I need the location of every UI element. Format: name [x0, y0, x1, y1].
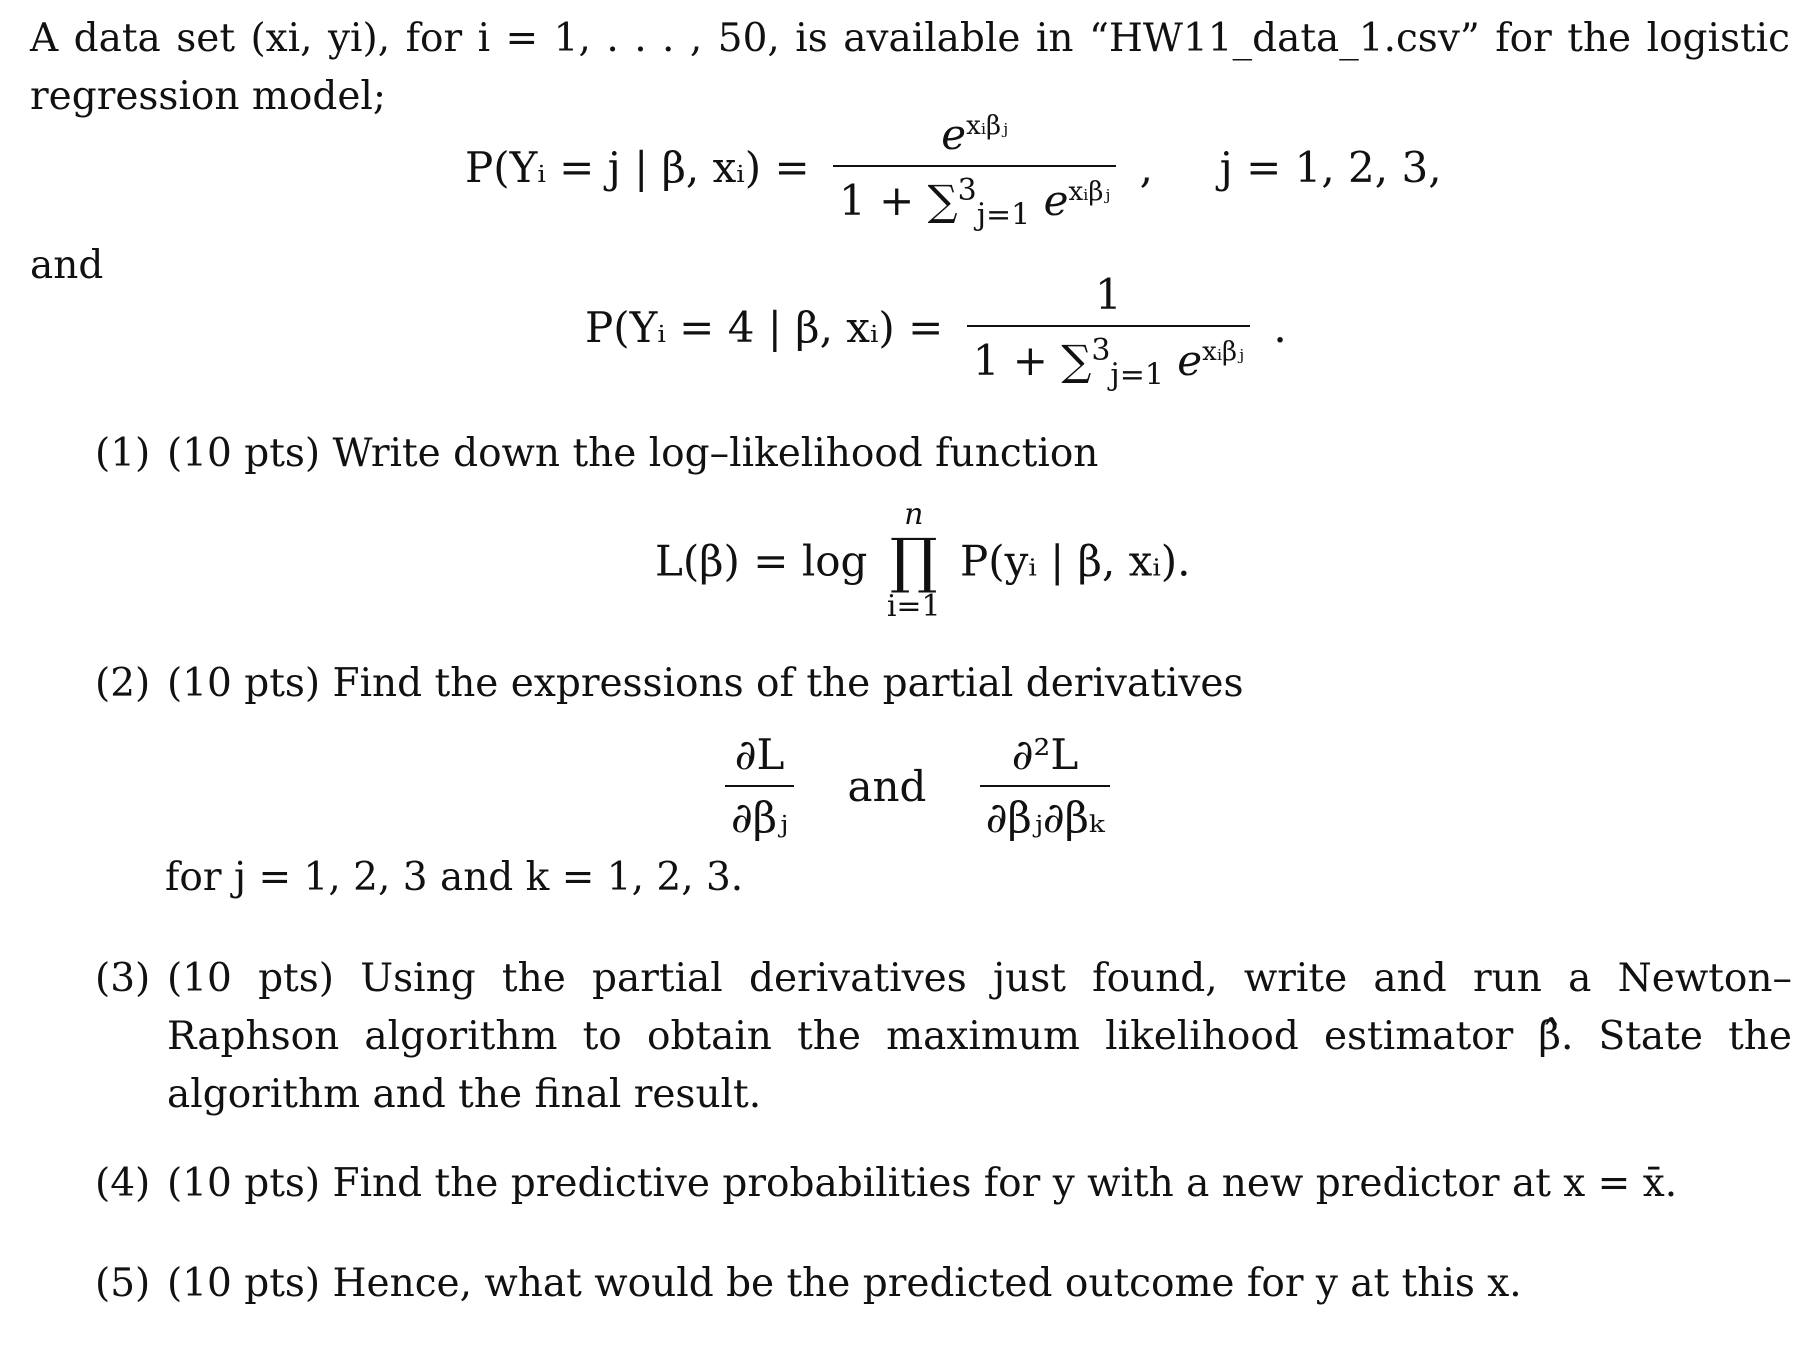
question-3-number: (3) — [95, 956, 151, 1001]
equation-log-likelihood — [655, 497, 1191, 624]
first-derivative-denominator: ∂βⱼ — [731, 793, 789, 842]
question-2-text: (10 pts) Find the expressions of the partial derivatives — [167, 661, 1244, 706]
first-derivative-numerator: ∂L — [734, 730, 785, 779]
question-1-text: (10 pts) Write down the log–likelihood function — [167, 431, 1099, 476]
index-range-line: for j = 1, 2, 3 and k = 1, 2, 3. — [165, 855, 744, 900]
eq2-tail: . — [1273, 303, 1287, 353]
equation-baseline-probability — [585, 270, 1287, 392]
question-2-number: (2) — [95, 661, 151, 706]
eq3-lhs: L(β) = log — [655, 536, 868, 586]
question-5-number: (5) — [95, 1261, 151, 1306]
second-derivative — [980, 730, 1110, 842]
intro-part2: , for i = 1, . . . , 50, is available in “HW11_data_1.csv” for the logistic regression — [39, 1320, 81, 1321]
intro-part1: A data set (x — [30, 1320, 37, 1321]
and-connector: and — [30, 243, 104, 288]
eq1-tail: , j = 1, 2, 3, — [1139, 143, 1442, 193]
second-derivative-denominator: ∂βⱼ∂βₖ — [985, 793, 1105, 842]
question-1-number: (1) — [95, 431, 151, 476]
question-4-number: (4) — [95, 1161, 151, 1206]
eq1-lhs: P(Yᵢ = j | β, xᵢ) = — [465, 143, 810, 193]
eq2-fraction — [967, 270, 1250, 392]
eq2-denominator: 1 + ∑$^3_{j=1}$ $e^{xᵢ\beta ⱼ}$ — [972, 333, 1244, 393]
intro-line2: model; — [80, 1320, 85, 1321]
question-5-text: (10 pts) Hence, what would be the predicted outcome for y at this x. — [167, 1261, 1522, 1306]
equation-category-probability — [465, 110, 1442, 232]
intro-fragments — [30, 1320, 84, 1321]
question-3-text: (10 pts) Using the partial derivatives just found, write and run a Newton–Raphson algorithm to obtain the maximum likelihood estimator β̂. State the algorithm and the final result. — [167, 956, 1792, 1117]
intro-paragraph: A data set (xi, yi), for i = 1, . . . , 50, is available in “HW11_data_1.csv” for the logistic regression model; — [30, 16, 1790, 119]
derivatives-and: and — [847, 761, 927, 811]
eq2-numerator: 1 — [1094, 270, 1122, 319]
question-4-text: (10 pts) Find the predictive probabilities for y with a new predictor at x = x̄. — [167, 1161, 1678, 1206]
equation-partial-derivatives — [715, 730, 1120, 842]
eq1-numerator: $e^{xᵢ\beta ⱼ}$ — [941, 110, 1008, 159]
second-derivative-numerator: ∂²L — [1011, 730, 1079, 779]
eq1-denominator: 1 + ∑$^3_{j=1}$ $e^{xᵢ\beta ⱼ}$ — [839, 173, 1111, 233]
intro-tuple: (xᵢ, yᵢ) — [36, 1320, 40, 1321]
first-derivative — [725, 730, 794, 842]
product-operator: n ∏ i=1 — [886, 497, 941, 624]
eq1-fraction — [833, 110, 1116, 232]
question-3 — [95, 950, 1795, 1117]
eq3-rhs: P(yᵢ | β, xᵢ). — [960, 536, 1191, 586]
eq2-lhs: P(Yᵢ = 4 | β, xᵢ) = — [585, 303, 944, 353]
